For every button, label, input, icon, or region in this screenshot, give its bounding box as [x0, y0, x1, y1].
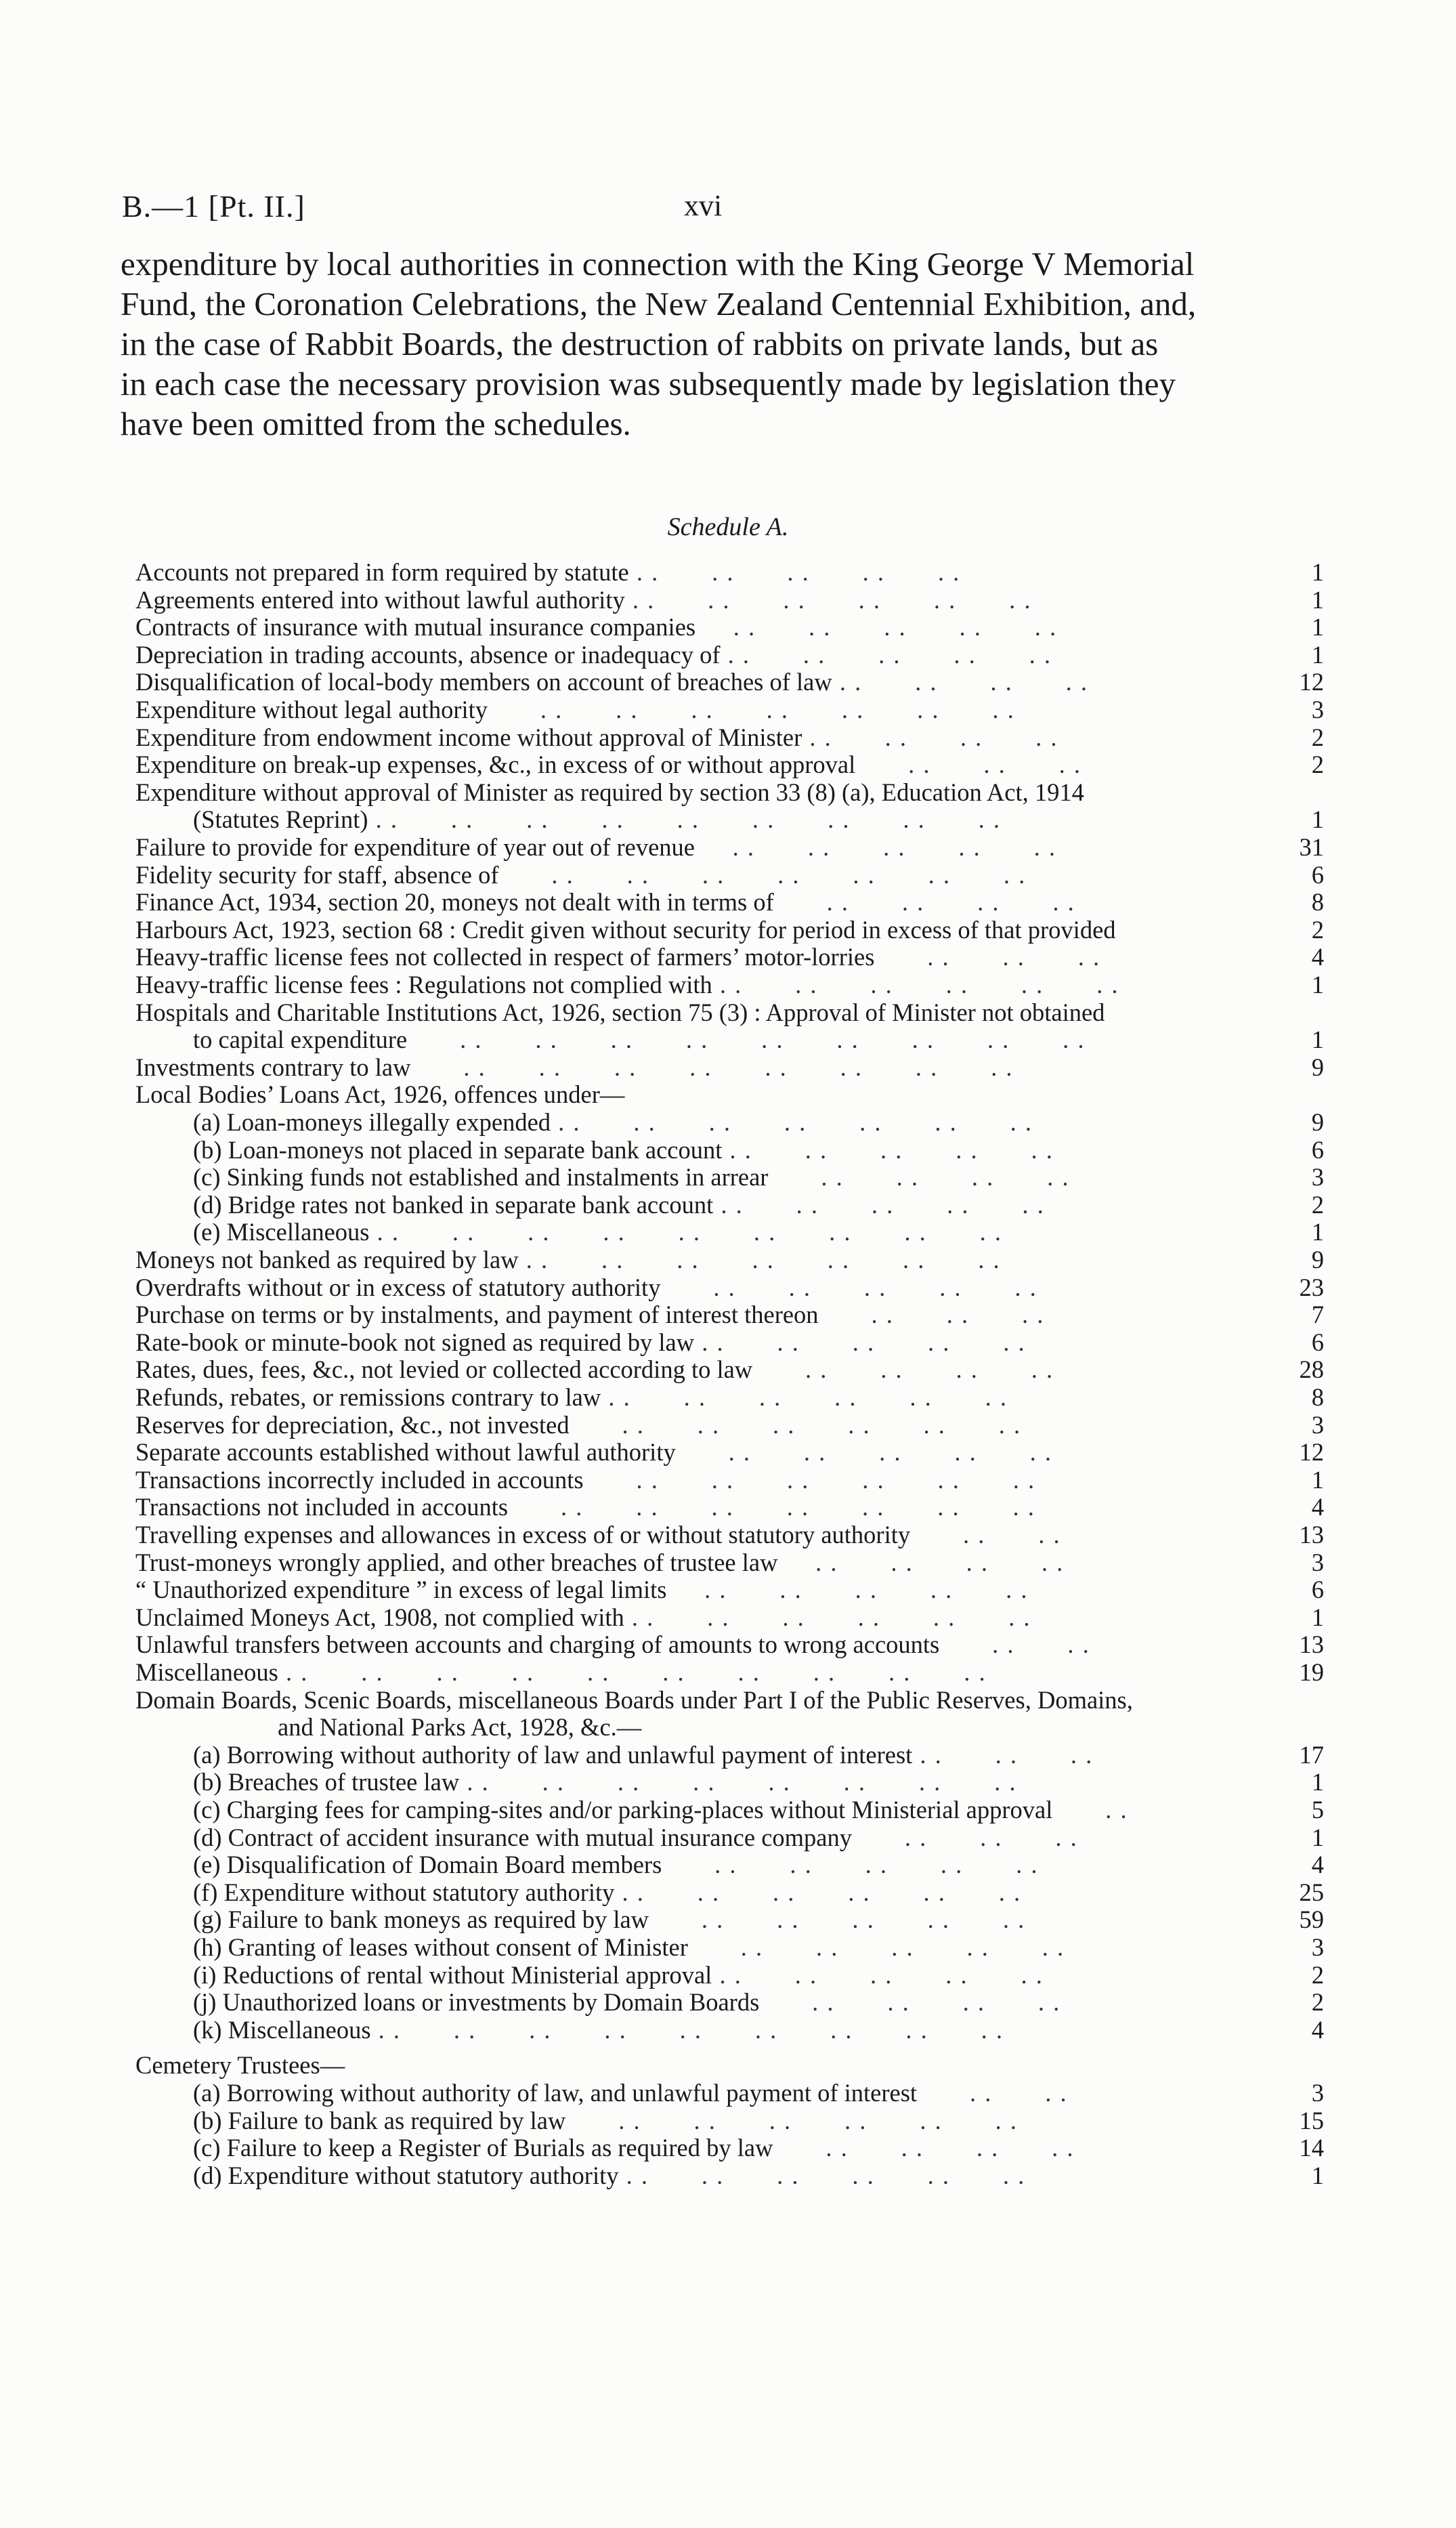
schedule-row-count: 17 [1299, 1740, 1324, 1769]
schedule-row-label: (k) Miscellaneous [193, 2016, 371, 2044]
schedule-row-label: Transactions incorrectly included in accounts [135, 1466, 584, 1494]
schedule-row-count: 9 [1311, 1108, 1324, 1136]
schedule-row-count: 6 [1311, 1328, 1324, 1356]
leader-dots: . . . . . . . . [752, 1356, 1054, 1384]
schedule-row [135, 779, 1273, 806]
schedule-row-label: (b) Failure to bank as required by law [193, 2107, 566, 2134]
schedule-row-label: (b) Breaches of trustee law [193, 1769, 460, 1796]
schedule-row-label: “ Unauthorized expenditure ” in excess of legal limits [135, 1576, 667, 1604]
schedule-row-label: Finance Act, 1934, section 20, moneys not dealt with in terms of [135, 889, 774, 917]
intro-line: expenditure by local authorities in connection with the King George V Memorial [121, 245, 1195, 282]
schedule-row-label: (g) Failure to bank moneys as required by law [193, 1906, 649, 1934]
leader-dots: . . . . . . . . . . . . . . . . [410, 1053, 1014, 1081]
schedule-row-count: 3 [1311, 2079, 1324, 2107]
schedule-row [135, 614, 1273, 641]
schedule-row-label: Disqualification of local-body members on account of breaches of law [135, 669, 832, 696]
schedule-row [135, 1246, 1273, 1273]
schedule-row-count: 2 [1311, 1960, 1324, 1989]
schedule-row-label: (c) Sinking funds not established and instalments in arrear [193, 1164, 769, 1192]
schedule-row-label: Unlawful transfers between accounts and charging of amounts to wrong accounts [135, 1631, 940, 1659]
schedule-row [135, 1687, 1273, 1714]
schedule-row [193, 1164, 1273, 1191]
schedule-row-count: 1 [1311, 1465, 1324, 1494]
leader-dots: . . . . . . . . [802, 723, 1058, 751]
schedule-row-label: Transactions not included in accounts [135, 1494, 509, 1521]
leader-dots: . . . . . . . . . . [687, 1934, 1065, 1961]
intro-line: Fund, the Coronation Celebrations, the New Zealand Centennial Exhibition, and, [121, 285, 1197, 322]
schedule-row-label: Trust-moneys wrongly applied, and other breaches of trustee law [135, 1549, 778, 1576]
leader-dots: . . . . . . . . . . [666, 1576, 1029, 1604]
leader-dots: . . . . . . . . . . [713, 1191, 1045, 1219]
schedule-row-count: 1 [1311, 585, 1324, 614]
leader-dots: . . . . . . . . [832, 669, 1088, 696]
schedule-row [135, 1494, 1273, 1521]
schedule-row-count: 59 [1299, 1905, 1324, 1934]
leader-dots: . . . . . . [818, 1301, 1045, 1329]
schedule-row [193, 2080, 1273, 2107]
schedule-row-label: Expenditure without approval of Minister as required by section 33 (8) (a), Education Act, 1914 [135, 778, 1084, 806]
schedule-row [135, 1412, 1273, 1439]
schedule-row [135, 1081, 1273, 1108]
schedule-row-count: 28 [1299, 1355, 1324, 1384]
leader-dots: . . . . . . . . . . . . . . [508, 1494, 1035, 1521]
schedule-row [193, 1906, 1273, 1933]
schedule-row [193, 2134, 1273, 2162]
leader-dots: . . . . . . . . . . . . [583, 1466, 1036, 1494]
schedule-row-label: Contracts of insurance with mutual insurance companies [135, 614, 696, 641]
leader-dots: . . . . . . . . . . . . [565, 2107, 1018, 2134]
leader-dots: . . . . . . [855, 751, 1082, 779]
schedule-row-label: Accounts not prepared in form required by statute [135, 559, 629, 586]
schedule-row-count: 1 [1311, 1823, 1324, 1851]
schedule-row-count: 4 [1311, 1493, 1324, 1521]
schedule-row [135, 1631, 1273, 1658]
leader-dots: . . . . . . . . . . [660, 1273, 1037, 1301]
schedule-row [193, 1934, 1273, 1961]
schedule-row-label: Heavy-traffic license fees not collected in respect of farmers’ motor-lorries [135, 944, 875, 971]
leader-dots: . . . . . . . . . . [695, 614, 1058, 641]
leader-dots: . . . . [917, 2080, 1068, 2107]
schedule-row-label: (h) Granting of leases without consent of Minister [193, 1934, 688, 1961]
schedule-row-count: 1 [1311, 1218, 1324, 1246]
leader-dots: . . . . . . [874, 944, 1101, 971]
schedule-row-count: 6 [1311, 1576, 1324, 1604]
schedule-row [135, 2052, 1273, 2079]
schedule-row-label: Local Bodies’ Loans Act, 1926, offences under— [135, 1081, 625, 1109]
schedule-row-count: 8 [1311, 888, 1324, 917]
leader-dots: . . . . . . . . . . . . [624, 1603, 1031, 1631]
schedule-row-label: Expenditure from endowment income without approval of Minister [135, 723, 802, 751]
leader-dots: . . . . . . . . [773, 2134, 1075, 2162]
schedule-row-label: Travelling expenses and allowances in excess of or without statutory authority [135, 1521, 911, 1549]
schedule-row [278, 1714, 1273, 1741]
schedule-row-count: 9 [1311, 1246, 1324, 1273]
leader-dots: . . . . . . . . . . . . . . . . . . . . [278, 1659, 987, 1686]
leader-dots: . . . . . . . . [759, 1989, 1061, 2017]
leader-dots: . . . . . . . . . . [722, 1136, 1054, 1164]
schedule-row-label: Expenditure without legal authority [135, 696, 488, 723]
schedule-row [193, 1137, 1273, 1164]
leader-dots: . . . . . . . . . . . . [569, 1411, 1022, 1439]
schedule-row [193, 1026, 1273, 1053]
schedule-row-label: Investments contrary to law [135, 1053, 411, 1081]
schedule-row-label: Harbours Act, 1923, section 68 : Credit given without security for period in excess of that provided [135, 916, 1116, 944]
schedule-row [193, 2162, 1273, 2189]
schedule-row-label: Unclaimed Moneys Act, 1908, not complied with [135, 1603, 624, 1631]
document-reference: B.—1 [Pt. II.] [122, 189, 305, 224]
leader-dots: . . . . . . . . [768, 1164, 1070, 1192]
leader-dots: . . . . . . . . . . . . . . [518, 1246, 1001, 1273]
schedule-row [193, 1796, 1273, 1824]
schedule-row-label: (i) Reductions of rental without Ministerial approval [193, 1961, 712, 1989]
leader-dots: . . . . . . . . . . [628, 559, 961, 586]
schedule-row [135, 971, 1273, 998]
schedule-row-label: (Statutes Reprint) [193, 806, 368, 834]
schedule-row-count: 23 [1299, 1273, 1324, 1301]
leader-dots: . . . . [910, 1521, 1061, 1549]
leader-dots: . . . . . . . . . . [695, 834, 1057, 861]
schedule-row-count: 12 [1299, 668, 1324, 696]
schedule-row-label: to capital expenditure [193, 1026, 408, 1054]
schedule-row-count: 1 [1311, 613, 1324, 641]
leader-dots: . . . . . . . . . . . . . . [551, 1109, 1033, 1136]
schedule-row-label: Expenditure on break-up expenses, &c., in excess of or without approval [135, 751, 856, 779]
leader-dots: . . . . . . . . . . . . [712, 971, 1119, 998]
schedule-row [135, 1439, 1273, 1466]
leader-dots: . . . . . . . . . . . . . . . . . . [407, 1026, 1086, 1054]
leader-dots: . . [1052, 1796, 1128, 1824]
leader-dots: . . . . . . . . . . . . . . . . [459, 1769, 1017, 1796]
schedule-row-count: 2 [1311, 1988, 1324, 2017]
leader-dots: . . . . . . . . . . . . [614, 1878, 1022, 1906]
schedule-row [193, 1879, 1273, 1906]
leader-dots: . . . . . . . . . . [662, 1851, 1039, 1879]
schedule-row [135, 559, 1273, 586]
schedule-row-label: Cemetery Trustees— [135, 2052, 345, 2080]
schedule-row [135, 1356, 1273, 1383]
schedule-row [135, 1604, 1273, 1631]
schedule-row-count: 1 [1311, 1603, 1324, 1631]
leader-dots: . . . . . . . . . . . . . . [498, 861, 1027, 889]
schedule-row [135, 917, 1273, 944]
schedule-row-label: Refunds, rebates, or remissions contrary to law [135, 1384, 601, 1411]
schedule-row [135, 751, 1273, 778]
schedule-row [193, 1219, 1273, 1246]
intro-line: in the case of Rabbit Boards, the destruction of rabbits on private lands, but as [121, 325, 1159, 362]
schedule-row-count: 2 [1311, 915, 1324, 944]
schedule-row-label: (e) Disqualification of Domain Board members [193, 1851, 662, 1879]
schedule-row-count: 3 [1311, 1548, 1324, 1576]
schedule-row-count: 14 [1299, 2134, 1324, 2162]
schedule-row [135, 999, 1273, 1026]
leader-dots: . . . . . . . . . . . . . . . . . . [368, 806, 1001, 834]
schedule-row-count: 4 [1311, 943, 1324, 971]
schedule-row-label: (a) Borrowing without authority of law, and unlawful payment of interest [193, 2080, 918, 2107]
schedule-row [135, 889, 1273, 916]
schedule-row [135, 696, 1273, 723]
schedule-row [135, 834, 1273, 861]
schedule-row [193, 1192, 1273, 1219]
schedule-row-count: 2 [1311, 1190, 1324, 1219]
schedule-row-count: 7 [1311, 1301, 1324, 1329]
schedule-title: Schedule A. [667, 513, 789, 541]
schedule-row [135, 1384, 1273, 1411]
schedule-row [135, 1549, 1273, 1576]
leader-dots: . . . . . . . . . . . . . . . . . . [369, 1219, 1002, 1246]
schedule-row-count: 1 [1311, 1026, 1324, 1054]
schedule-row-count: 1 [1311, 640, 1324, 669]
leader-dots: . . . . . . . . . . . . . . . . . . [370, 2016, 1004, 2044]
schedule-row [135, 1576, 1273, 1603]
schedule-row-count: 12 [1299, 1438, 1324, 1467]
schedule-row [135, 944, 1273, 971]
schedule-row [193, 2107, 1273, 2134]
schedule-row-label: Domain Boards, Scenic Boards, miscellaneous Boards under Part I of the Public Reserves, Domains, [135, 1686, 1133, 1714]
schedule-row-count: 3 [1311, 696, 1324, 723]
schedule-row [135, 1521, 1273, 1549]
schedule-row [193, 1962, 1273, 1989]
schedule-row [135, 724, 1273, 751]
schedule-row [135, 1274, 1273, 1301]
schedule-row-label: (d) Contract of accident insurance with mutual insurance company [193, 1824, 852, 1851]
schedule-row-count: 3 [1311, 1933, 1324, 1961]
leader-dots: . . . . . . [912, 1741, 1094, 1769]
schedule-row-count: 25 [1299, 1878, 1324, 1906]
leader-dots: . . . . . . . . [773, 889, 1075, 917]
schedule-row [135, 1467, 1273, 1494]
schedule-row [135, 1301, 1273, 1328]
schedule-row-count: 5 [1311, 1796, 1324, 1824]
schedule-row [193, 1989, 1273, 2016]
leader-dots: . . . . . . . . . . . . [624, 586, 1032, 614]
leader-dots: . . . . [939, 1631, 1090, 1659]
schedule-row-count: 15 [1299, 2106, 1324, 2134]
schedule-row-label: Rate-book or minute-book not signed as required by law [135, 1328, 695, 1356]
schedule-row [135, 587, 1273, 614]
schedule-row-label: (c) Failure to keep a Register of Burials as required by law [193, 2134, 773, 2162]
schedule-row [193, 1851, 1273, 1878]
schedule-row-label: Reserves for depreciation, &c., not invested [135, 1411, 570, 1439]
intro-paragraph [121, 244, 1312, 444]
schedule-row-count: 3 [1311, 1163, 1324, 1192]
schedule-row-count: 19 [1299, 1658, 1324, 1686]
schedule-row-count: 1 [1311, 2161, 1324, 2189]
schedule-row-label: (a) Borrowing without authority of law and unlawful payment of interest [193, 1741, 913, 1769]
schedule-row-label: (e) Miscellaneous [193, 1219, 370, 1246]
leader-dots: . . . . . . . . . . . . . . [488, 696, 1015, 723]
leader-dots: . . . . . . [852, 1824, 1078, 1851]
leader-dots: . . . . . . . . . . [675, 1439, 1052, 1467]
schedule-row-count: 4 [1311, 2015, 1324, 2044]
schedule-row-label: (c) Charging fees for camping-sites and/or parking-places without Ministerial approval [193, 1796, 1053, 1824]
page-number: xvi [684, 189, 723, 222]
schedule-row-label: Overdrafts without or in excess of statutory authority [135, 1273, 661, 1301]
schedule-row [135, 669, 1273, 696]
leader-dots: . . . . . . . . [777, 1549, 1065, 1576]
schedule-row [193, 2017, 1273, 2044]
schedule-row-count: 1 [1311, 1768, 1324, 1796]
leader-dots: . . . . . . . . . . [649, 1906, 1026, 1934]
intro-line: in each case the necessary provision was subsequently made by legislation they [121, 365, 1176, 402]
schedule-row-label: Miscellaneous [135, 1659, 278, 1686]
schedule-row-count: 31 [1299, 833, 1324, 861]
intro-line: have been omitted from the schedules. [121, 405, 631, 442]
schedule-row-count: 6 [1311, 860, 1324, 889]
leader-dots: . . . . . . . . . . [712, 1961, 1044, 1989]
schedule-row-label: (a) Loan-moneys illegally expended [193, 1109, 551, 1136]
schedule-row [193, 1109, 1273, 1136]
schedule-row-label: (b) Loan-moneys not placed in separate bank account [193, 1136, 723, 1164]
leader-dots: . . . . . . . . . . [720, 641, 1052, 669]
schedule-row-label: Moneys not banked as required by law [135, 1246, 519, 1273]
schedule-row-label: Rates, dues, fees, &c., not levied or collected according to law [135, 1356, 753, 1384]
schedule-row-label: Failure to provide for expenditure of year out of revenue [135, 834, 695, 861]
schedule-row-count: 13 [1299, 1630, 1324, 1659]
schedule-row [193, 1769, 1273, 1796]
schedule-row-count: 3 [1311, 1410, 1324, 1439]
schedule-row [135, 641, 1273, 669]
schedule-row-count: 1 [1311, 805, 1324, 834]
schedule-row-count: 2 [1311, 723, 1324, 751]
schedule-row-count: 2 [1311, 751, 1324, 779]
schedule-row-count: 13 [1299, 1521, 1324, 1549]
schedule-row-label: Separate accounts established without lawful authority [135, 1439, 676, 1467]
leader-dots: . . . . . . . . . . . . [601, 1384, 1008, 1411]
schedule-row-label: Agreements entered into without lawful authority [135, 586, 625, 614]
schedule-row [135, 862, 1273, 889]
schedule-row-label: Hospitals and Charitable Institutions Act, 1926, section 75 (3) : Approval of Minister not obtained [135, 998, 1105, 1026]
schedule-row-count: 9 [1311, 1053, 1324, 1081]
schedule-row-count: 1 [1311, 558, 1324, 586]
leader-dots: . . . . . . . . . . . . [618, 2162, 1026, 2189]
schedule-row-label: (f) Expenditure without statutory authority [193, 1878, 615, 1906]
schedule-row-label: Fidelity security for staff, absence of [135, 861, 499, 889]
schedule-row-label: Depreciation in trading accounts, absence or inadequacy of [135, 641, 721, 669]
schedule-row [135, 1329, 1273, 1356]
schedule-row [193, 1824, 1273, 1851]
schedule-row [135, 1054, 1273, 1081]
schedule-row-count: 6 [1311, 1135, 1324, 1164]
schedule-row [193, 1742, 1273, 1769]
schedule-row-label: (d) Bridge rates not banked in separate bank account [193, 1191, 714, 1219]
schedule-row-label: (j) Unauthorized loans or investments by Domain Boards [193, 1989, 760, 2017]
schedule-row [193, 806, 1273, 833]
schedule-row-label: (d) Expenditure without statutory authority [193, 2162, 619, 2189]
leader-dots: . . . . . . . . . . [694, 1328, 1026, 1356]
schedule-row [135, 1659, 1273, 1686]
schedule-row-label: Purchase on terms or by instalments, and payment of interest thereon [135, 1301, 819, 1329]
schedule-row-count: 1 [1311, 971, 1324, 998]
schedule-row-label: and National Parks Act, 1928, &c.— [278, 1714, 642, 1742]
schedule-row-count: 8 [1311, 1383, 1324, 1411]
schedule-row-count: 4 [1311, 1851, 1324, 1879]
schedule-row-label: Heavy-traffic license fees : Regulations not complied with [135, 971, 712, 998]
